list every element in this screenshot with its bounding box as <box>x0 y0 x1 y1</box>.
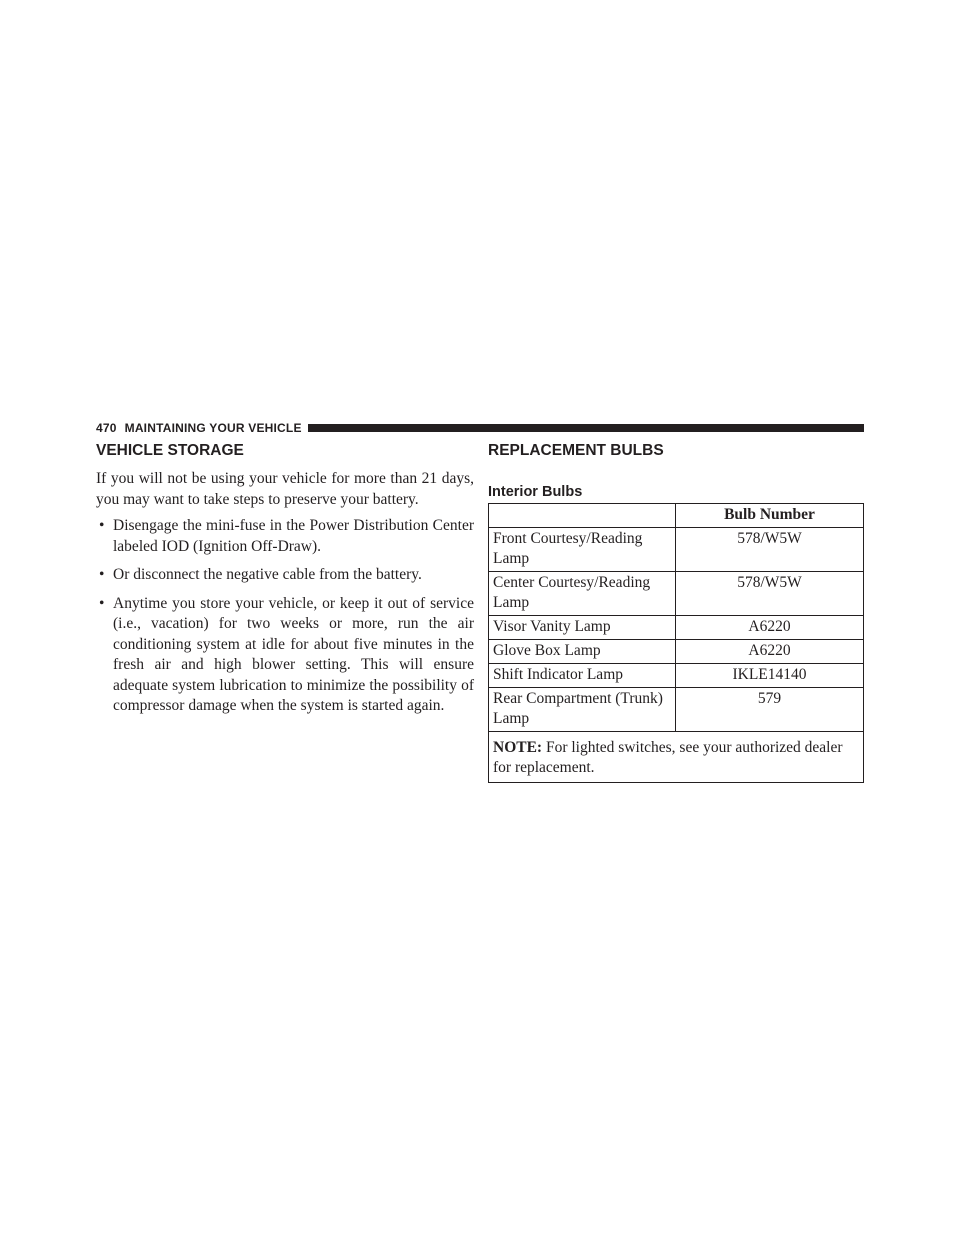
lamp-name-cell: Front Courtesy/Reading Lamp <box>489 528 676 572</box>
bulb-number-cell: 579 <box>676 688 864 732</box>
bullet-icon: • <box>99 517 105 534</box>
note-label: NOTE: <box>493 739 543 756</box>
bulb-number-cell: 578/W5W <box>676 572 864 616</box>
table-row <box>489 572 864 616</box>
header-rule <box>308 424 864 432</box>
table-row <box>489 688 864 732</box>
lamp-name-cell: Glove Box Lamp <box>489 640 676 664</box>
replacement-bulbs-column <box>488 441 864 783</box>
interior-bulbs-table <box>488 503 864 783</box>
column-header-lamp <box>489 504 676 528</box>
list-item-text: Disengage the mini-fuse in the Power Distribution Center labeled IOD (Ignition Off-Draw). <box>113 517 474 555</box>
bulb-number-cell: 578/W5W <box>676 528 864 572</box>
list-item <box>96 516 474 557</box>
table-row <box>489 616 864 640</box>
bulb-number-cell: A6220 <box>676 616 864 640</box>
lamp-name-cell: Rear Compartment (Trunk) Lamp <box>489 688 676 732</box>
bulb-number-cell: A6220 <box>676 640 864 664</box>
interior-bulbs-subheading: Interior Bulbs <box>488 484 583 500</box>
list-item <box>96 565 474 586</box>
column-header-bulb-number: Bulb Number <box>676 504 864 528</box>
vehicle-storage-column <box>96 441 474 725</box>
lamp-name-cell: Shift Indicator Lamp <box>489 664 676 688</box>
vehicle-storage-intro: If you will not be using your vehicle for more than 21 days, you may want to take steps to preserve your battery. <box>96 470 474 508</box>
table-row <box>489 528 864 572</box>
page-header <box>96 419 864 437</box>
table-header-row <box>489 504 864 528</box>
list-item <box>96 594 474 717</box>
vehicle-storage-heading: VEHICLE STORAGE <box>96 442 244 459</box>
list-item-text: Anytime you store your vehicle, or keep it out of service (i.e., vacation) for two weeks or more, run the air conditioning system at idle for about five minutes in the fresh air and high blower setting. This will ensure adequate system lubrication to minimize the possibility of compressor damage when the system is started again. <box>113 594 474 714</box>
section-title: MAINTAINING YOUR VEHICLE <box>124 421 302 435</box>
replacement-bulbs-heading: REPLACEMENT BULBS <box>488 442 664 459</box>
table-row <box>489 664 864 688</box>
lamp-name-cell: Center Courtesy/Reading Lamp <box>489 572 676 616</box>
bullet-icon: • <box>99 594 105 612</box>
bullet-icon: • <box>99 566 105 583</box>
table-row <box>489 640 864 664</box>
page-number: 470 <box>96 421 117 435</box>
bulb-number-cell: IKLE14140 <box>676 664 864 688</box>
table-note <box>489 732 864 783</box>
vehicle-storage-list <box>96 516 474 717</box>
note-text: For lighted switches, see your authorized dealer for replacement. <box>493 739 843 776</box>
list-item-text: Or disconnect the negative cable from the battery. <box>113 566 422 583</box>
lamp-name-cell: Visor Vanity Lamp <box>489 616 676 640</box>
table-note-row <box>489 732 864 783</box>
